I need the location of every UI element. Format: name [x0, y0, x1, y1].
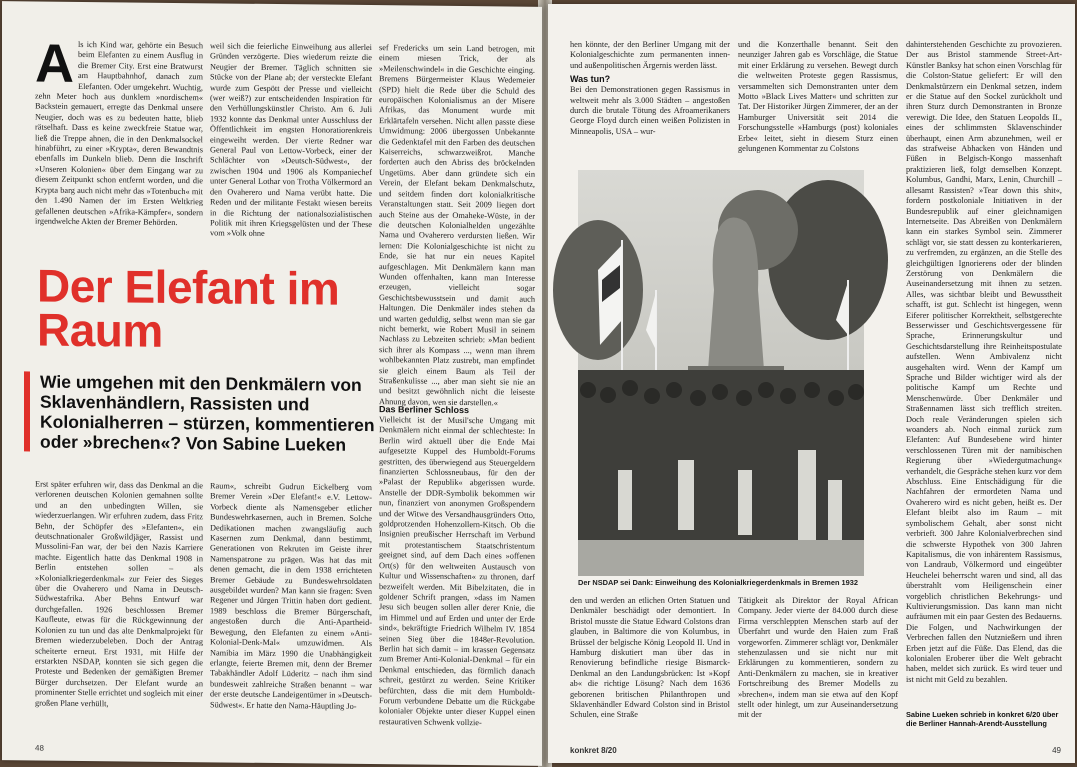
column-3-bottom-text: Vielleicht ist der Musil'sche Umgang mit Denkmälern nicht einmal der schlechteste: In Berlin wird aktuell über die Ende Mai aufgesetzte Kuppel des Humboldt-Forums gestritten, des überwiegend aus Steuergeldern finanzierten Schlossneubaus, für den der »Palast der Republik« abgerissen wurde. Anstelle der DDR-Symbolik bekommen wir nun, finanziert von anonymen Großspendern und der Witwe des Versandhausgründers Otto, goldprotzenden Hohenzollern-Kitsch. Ob die Insignien preußischer Herrschaft im Verbund mit protestantischem Staatschristentum geeignet sind, auf dem Dach eines »offenen Ort(s) für den weltweiten Austausch von Kultur und Wissenschaften« zu thronen, darf bezweifelt werden. Mit Bibelzitaten, die in goldener Schrift prangen, »dass im Namen Jesu sich beugen sollen aller derer Knie, die im Himmel und auf Erden und unter der Erde sind«, bekräftigte Friedrich Wilhelm IV. 1854 seinen Sieg über die 1848er-Revolution. Berlin hat sich damit – im krassen Gegensatz zum Bremer Anti-Kolonial-Denkmal – für ein Denkmal entschieden, das förmlich danach schreit, gestürzt zu werden. Seine Kritiker befürchten, dass die mit dem Humboldt-Forum verbundene Debatte um die Rückgabe kolonialer Objekte unter dieser Kuppel einen restaurativen Schwenk vollzie- [379, 415, 535, 727]
right-page [548, 4, 1075, 763]
left-page [2, 1, 542, 766]
column-3-bottom [379, 401, 535, 755]
right-column-2-bottom [738, 596, 898, 746]
right-column-1-bottom [570, 596, 730, 746]
magazine-name: konkret 8/20 [570, 746, 617, 755]
right-column-1-bottom-text: den und werden an etlichen Orten Statuen und Denkmäler beschädigt oder demontiert. In Bristol musste die Statue Edward Colstons dran glauben, in Baltimore die von Kolumbus, in Brüssel der belgische König Leopold II. Und in Hamburg diskutiert man über das in Renovierung befindliche riesige Bismarck-Denkmal an den Landungsbrücken: Ist »Kopf ab« die richtige Lösung? Nach dem 1636 geborenen britischen Philanthropen und Sklavenhändler Edward Colston sind in Bristol Schulen, eine Straße [570, 596, 730, 720]
column-3-top-text: sef Fredericks um sein Land betrogen, mit einem miesen Trick, der als »Meilenschwindel« in die Geschichte einging. Bremens Bürgermeister Klaus Wedemeier (SPD) hielt die Rede über die Schuld des europäischen Kolonialismus an der Misere Afrikas, das Monument wurde mit Erklärtafeln versehen. Nicht allen passte diese Umwidmung: 2006 übergossen Unbekannte die Gedenktafel mit den Farben des deutschen Kaiserreichs, schwarzweißrot. Manche forderten auch den Abriss des bröckelnden Ungetüms. Aber dann gründete sich ein Verein, der Elefant bekam Denkmalschutz, und seitdem finden dort kolonialkritische Veranstaltungen statt. Seit 2009 liegen dort auch Steine aus der Omaheke-Wüste, in der die deutschen Kolonialhelden ungezählte Nama und Ovaherero verdursten ließen. Wir lernen: Die Kolonialgeschichte ist nicht zu Ende, sie hat nur ein neues Kapitel aufgeschlagen. Mit Denkmälern kann man Wunden offenhalten, kann man Interesse erzeugen, vielleicht sogar Geschichtsbewusstsein und damit auch Haltungen. Die Denkmäler indes stehen da und warten geduldig, selbst wenn man sie gar nicht bemerkt, wie Robert Musil in seinem Nachlass zu Lebzeiten schrieb: »Man bedient sich ihrer als Kompass ..., wenn man ihrem wohlbekannten Platz zustrebt, man empfindet sie gleich einem Baum als Teil der Straßenkulisse ..., aber man sieht sie nie an und besitzt gewöhnlich nicht die leiseste Ahnung davon, wen sie darstellen.« [379, 43, 535, 408]
right-column-3-text: dahinterstehenden Geschichte zu provozieren. Der aus Bristol stammende Street-Art-Künstler Banksy hat schon einen Vorschlag für die Colston-Statue geliefert: Er will den Denkmalstürzern ein Denkmal setzen, indem er die Statue auf den Sockel zurückholt und ihren Sturz durch Demonstranten in Bronze verewigt. Die Idee, den Statuen Leopolds II., eines der schlimmsten Sklavenschinder überhaupt, einen Arm abzunehmen, weil er das strafweise Abhacken von Händen und Füßen in Belgisch-Kongo massenhaft praktizieren ließ, folgt demselben Konzept. Kolumbus, Gandhi, Marx, Lenin, Churchill – allesamt Rassisten? »Tear down this shit«, fordern postkoloniale Initiativen in der Bundesrepublik auf einer gleichnamigen Internetseite. Das Abreißen von Denkmälern kann ein starkes Symbol sein. Zimmerer schlägt vor, sie statt dessen zu konterkarieren, zu verfremden, zu ergänzen, an die Stelle des gleichgültigen Ignorierens oder der blinden Zerstörung von Denkmälern die Auseinandersetzung mit ihnen zu setzen. Alles, was sichtbar bleibt und Bewusstheit schafft, ist gut. Schlecht ist hingegen, wenn Eiferer politischer Korrektheit, selbstgerechte Besserwisser und Geschichtsvergessene für Sprache, Erinnerungskultur und Geschichtsdarstellung ihre Reinheitspostulate aufstellen. Wenn Ambivalenz nicht ausgehalten wird. Wenn der Kampf um Sprache und Bilder wichtiger wird als der politische Kampf um Rechte und Menschenwürde. Über Denkmäler und Straßennamen lässt sich trefflich streiten. Doch reale Veränderungen spielen sich woanders ab. Noch einmal zurück zum Elefanten: Auf Bundesebene wird hinter verschlossenen Türen mit der namibischen Regierung über »Wiedergutmachung« verhandelt, die Gespräche stehen kurz vor dem Abschluss. Eine Entschädigung für die Nachfahren der ermordeten Nama und Ovaherero wird es nicht geben, heißt es. Der Elefant bleibt also im Raum – mit symbolischem Gehalt, aber sonst nicht verbrieft. 300 Jahre Kolonialverbrechen sind die schwerste Hypothek von 300 Jahren Kapitalismus, die von inhärentem Rassismus, von Landraub, Völkermord und eingeübter Heuchelei beherrscht waren und sind, all das überstrahlt vom Heiligenschein einer vorgeblich christlichen Bekehrungs- und Kultivierungsmission. Das kann man nicht aufräumen mit ein paar Gesten des Bedauerns. Die Folgen, und Nachwirkungen der Verbrechen fallen den Nutznießern und ihren Erben jetzt auf die Füße. Das Elend, das die kolonialen Eroberer über die Welt gebracht haben, meldet sich zurück. Es wird teuer und ist nicht mit Geld zu bezahlen. [906, 40, 1062, 684]
subheading-was-tun: Was tun? [570, 74, 611, 85]
column-1-bottom [35, 480, 203, 752]
column-2-bottom-text: Raum«, schreibt Gudrun Eickelberg vom Bremer Verein »Der Elefant!« e.V. Lettow-Vorbeck diente als Namensgeber etlicher Bundeswehrkasernen, auch in Bremen. Solche Dedikationen machen zwangsläufig auch Kasernen zum Denkmal, dann bestimmt, Generationen von Rekruten im Geiste ihrer Namenspatrone zu prägen. Was hat das mit denen gemacht, die in dem 1938 errichteten Bremer Gebäude zu Bundeswehrsoldaten ausgebildet wurden? Man kann sie fragen: Sven Regener und Jürgen Trittin haben dort gedient. 1989 beschloss die Bremer Bürgerschaft, angestoßen durch die Anti-Apartheid-Bewegung, den Elefanten zu einem »Anti-Kolonial-Denk-Mal« umzuwidmen. Als Namibia im März 1990 die Unabhängigkeit erlangte, feierte Bremen mit, denn der Bremer Tabakhändler Adolf Lüderitz – nach ihm sind bundesweit zahlreiche Straßen benannt – war der erste deutsche Landeigentümer in »Deutsch-Südwest«. Er hatte den Nama-Häuptling Jo- [210, 481, 372, 711]
column-2-top [210, 41, 372, 243]
right-column-2-bottom-text: Tätigkeit als Direktor der Royal African Company. Jeder vierte der 84.000 durch diese Firma verschleppten Menschen starb auf der Überfahrt und wurde den Haien zum Fraß vorgeworfen. Zimmerer schlägt vor, Denkmäler stehenzulassen und sie nicht nur mit Erklärungen zu kommentieren, sondern zu Anti-Denkmälern zu machen, sie in kreativer Fortschreibung des Bremer Modells zu »brechen«, indem man sie etwa auf den Kopf stellt oder hinlegt, um zur Auseinandersetzung mit der [738, 596, 898, 720]
intro-text: ls ich Kind war, gehörte ein Besuch beim Elefanten zu einem Ausflug in die Bremer City. Erst eine Bratwurst am Hauptbahnhof, danach zum Elefanten. Oder umgekehrt. Wuchtig, zehn Meter hoch aus dunklem »nordischem« Backstein gemauert, erregte das Denkmal unsere Neugier, doch was es zu bedeuten hatte, blieb rätselhaft. Dass es keine zweckfreie Statue war, ließ die Treppe ahnen, die in den Denkmalsockel hinabführt, zu einer »Krypta«, deren Bewandtnis ebenfalls im Dunkeln blieb. Denn die Inschrift »Unseren Kolonien« über dem Eingang war zu diesem Zeitpunkt schon entfernt worden, und die Krypta barg auch nicht mehr das »Totenbuch« mit den 1.490 Namen der im Ersten Weltkrieg gefallenen deutschen »Afrika-Kämpfer«, sondern irgendwelche Akten der Bremer Behörden. [35, 39, 203, 227]
photo-illustration [578, 170, 864, 576]
historical-photo [578, 170, 864, 576]
right-column-2-top [738, 40, 898, 168]
column-2-top-text: weil sich die feierliche Einweihung aus allerlei Gründen verzögerte. Dies wiederum reizte die Neugier der Bremer. Täglich schnitten sie Stücke von der Plane ab; der versteckte Elefant wurde zum Gespött der Presse und vielleicht (wer weiß?) zur entscheidenden Inspiration für den Verhüllungskünstler Christo. Am 6. Juli 1932 konnte das Denkmal unter Ausschluss der Öffentlichkeit im engsten Honoratiorenkreis eingeweiht werden. Der vierte Redner war General Paul von Lettow-Vorbeck, einer der Schlächter von »Deutsch-Südwest«, der zwischen 1904 und 1906 als Kompaniechef unter General Lothar von Trotha Völkermord an den Ovaherero und Nama verübt hatte. Die Reden und der militante Festakt wiesen bereits in die Richtung der nationalsozialistischen Politik mit ihren Kriegsgelüsten und der These vom »Volk ohne [210, 41, 372, 239]
column-3-top [379, 43, 535, 408]
deck: Wie umgehen mit den Denkmälern von Sklavenhändlern, Rassisten und Kolonialherren – stürzen, kommentieren oder »brechen«? Von Sabine Lueken [24, 371, 380, 455]
right-column-1-top-text: hen könnte, der den Berliner Umgang mit der Kolonialgeschichte zum permanenten innen- und außenpolitischen Ärgernis werden lässt. [570, 40, 730, 70]
page-number-right: 49 [1052, 746, 1061, 755]
subheading-schloss: Das Berliner Schloss [379, 404, 470, 416]
photo-caption: Der NSDAP sei Dank: Einweihung des Kolonialkriegerdenkmals in Bremen 1932 [578, 578, 858, 587]
right-column-2-top-text: und die Konzerthalle benannt. Seit den neunziger Jahren gab es Vorschläge, die Statue mit einer Erklärung zu versehen. Bewegt durch die weltweiten Proteste gegen Rassismus, versammelten sich Demonstranten unter dem Motto »Black Lives Matter« und schritten zur Tat. Der Historiker Jürgen Zimmerer, der an der Hamburger Universität seit 2014 die Forschungsstelle »Hamburgs (post) koloniales Erbe« leitet, sieht in diesem Sturz einen gelungenen Kommentar zu Colstons [738, 40, 898, 154]
column-1-bottom-text: Erst später erfuhren wir, dass das Denkmal an die verlorenen deutschen Kolonien gemahnen sollte und an den unbedingten Willen, sie wiederzuerlangen. Wir erfuhren zudem, dass Fritz Behn, der Schöpfer des »Elefanten«, ein deutschnationaler Großwildjäger, Rassist und Mussolini-Fan war, der bei den Nazis Karriere machte. Eigentlich hatte das Denkmal 1908 in Berlin entstehen sollen – als »Kolonialkriegerdenkmal« zur Feier des Sieges über die Ovaherero und Nama in Deutsch-Südwestafrika. Aber Behns Entwurf war durchgefallen. 1926 beschlossen Bremer Kaufleute, etwas für die Rückgewinnung der Kolonien zu tun und das alte Denkmalprojekt für Bremen wiederzubeleben. Doch der Antrag scheiterte erneut. Erst 1931, mit Hilfe der erstarkten NSDAP, konnten sie sich gegen die Proteste und Bedenken der gemäßigten Bremer Bürger durchsetzen. Der Elefant wurde an prominenter Stelle errichtet und sogleich mit einer großen Plane verhüllt, [35, 479, 203, 708]
right-column-1-top-text-2: Bei den Demonstrationen gegen Rassismus in weltweit mehr als 3.000 Städten – angestoßen durch die brutale Tötung des Afroamerikaners George Floyd durch einen weißen Polizisten in Minneapolis, USA – wur- [570, 85, 730, 136]
author-info: Sabine Lueken schrieb in konkret 6/20 über die Berliner Hannah-Arendt-Ausstellung [906, 710, 1059, 728]
right-column-1-top [570, 40, 730, 168]
intro-column [35, 33, 203, 242]
drop-cap: A [35, 33, 74, 94]
page-number-left: 48 [35, 743, 44, 753]
author-info-box [906, 704, 1062, 744]
column-2-bottom [210, 481, 372, 753]
headline: Der Elefant im Raum [37, 259, 340, 357]
right-column-3 [906, 40, 1062, 684]
